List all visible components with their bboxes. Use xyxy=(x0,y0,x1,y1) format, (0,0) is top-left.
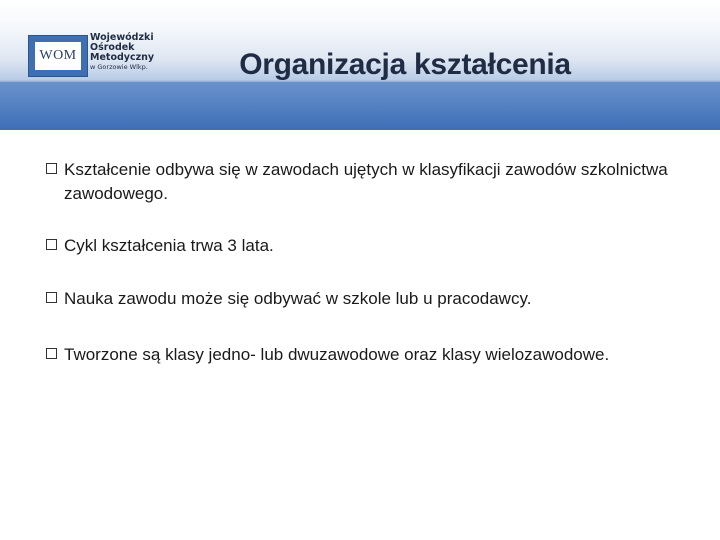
bullet-text: Cykl kształcenia trwa 3 lata. xyxy=(64,236,274,255)
bullet-text: Kształcenie odbywa się w zawodach ujętych w klasyfikacji zawodów szkolnictwa zawodowego. xyxy=(64,160,668,203)
bullet-item xyxy=(46,234,686,258)
bullet-checkbox-icon xyxy=(46,348,57,359)
bullet-item xyxy=(46,287,686,311)
bullet-checkbox-icon xyxy=(46,239,57,250)
logo-line-4: w Gorzowie Wlkp. xyxy=(90,63,148,71)
bullet-item xyxy=(46,343,686,367)
bullet-text: Nauka zawodu może się odbywać w szkole lub u pracodawcy. xyxy=(64,289,532,308)
logo-line-2: Ośrodek xyxy=(90,42,135,53)
bullet-text: Tworzone są klasy jedno- lub dwuzawodowe oraz klasy wielozawodowe. xyxy=(64,345,610,364)
slide-title: Organizacja kształcenia xyxy=(239,48,571,81)
logo-line-3: Metodyczny xyxy=(90,52,155,63)
bullet-item xyxy=(46,158,686,206)
bullet-checkbox-icon xyxy=(46,163,57,174)
logo-mark: WOM xyxy=(39,48,77,63)
logo-line-1: Wojewódzki xyxy=(90,32,154,43)
bullet-checkbox-icon xyxy=(46,292,57,303)
